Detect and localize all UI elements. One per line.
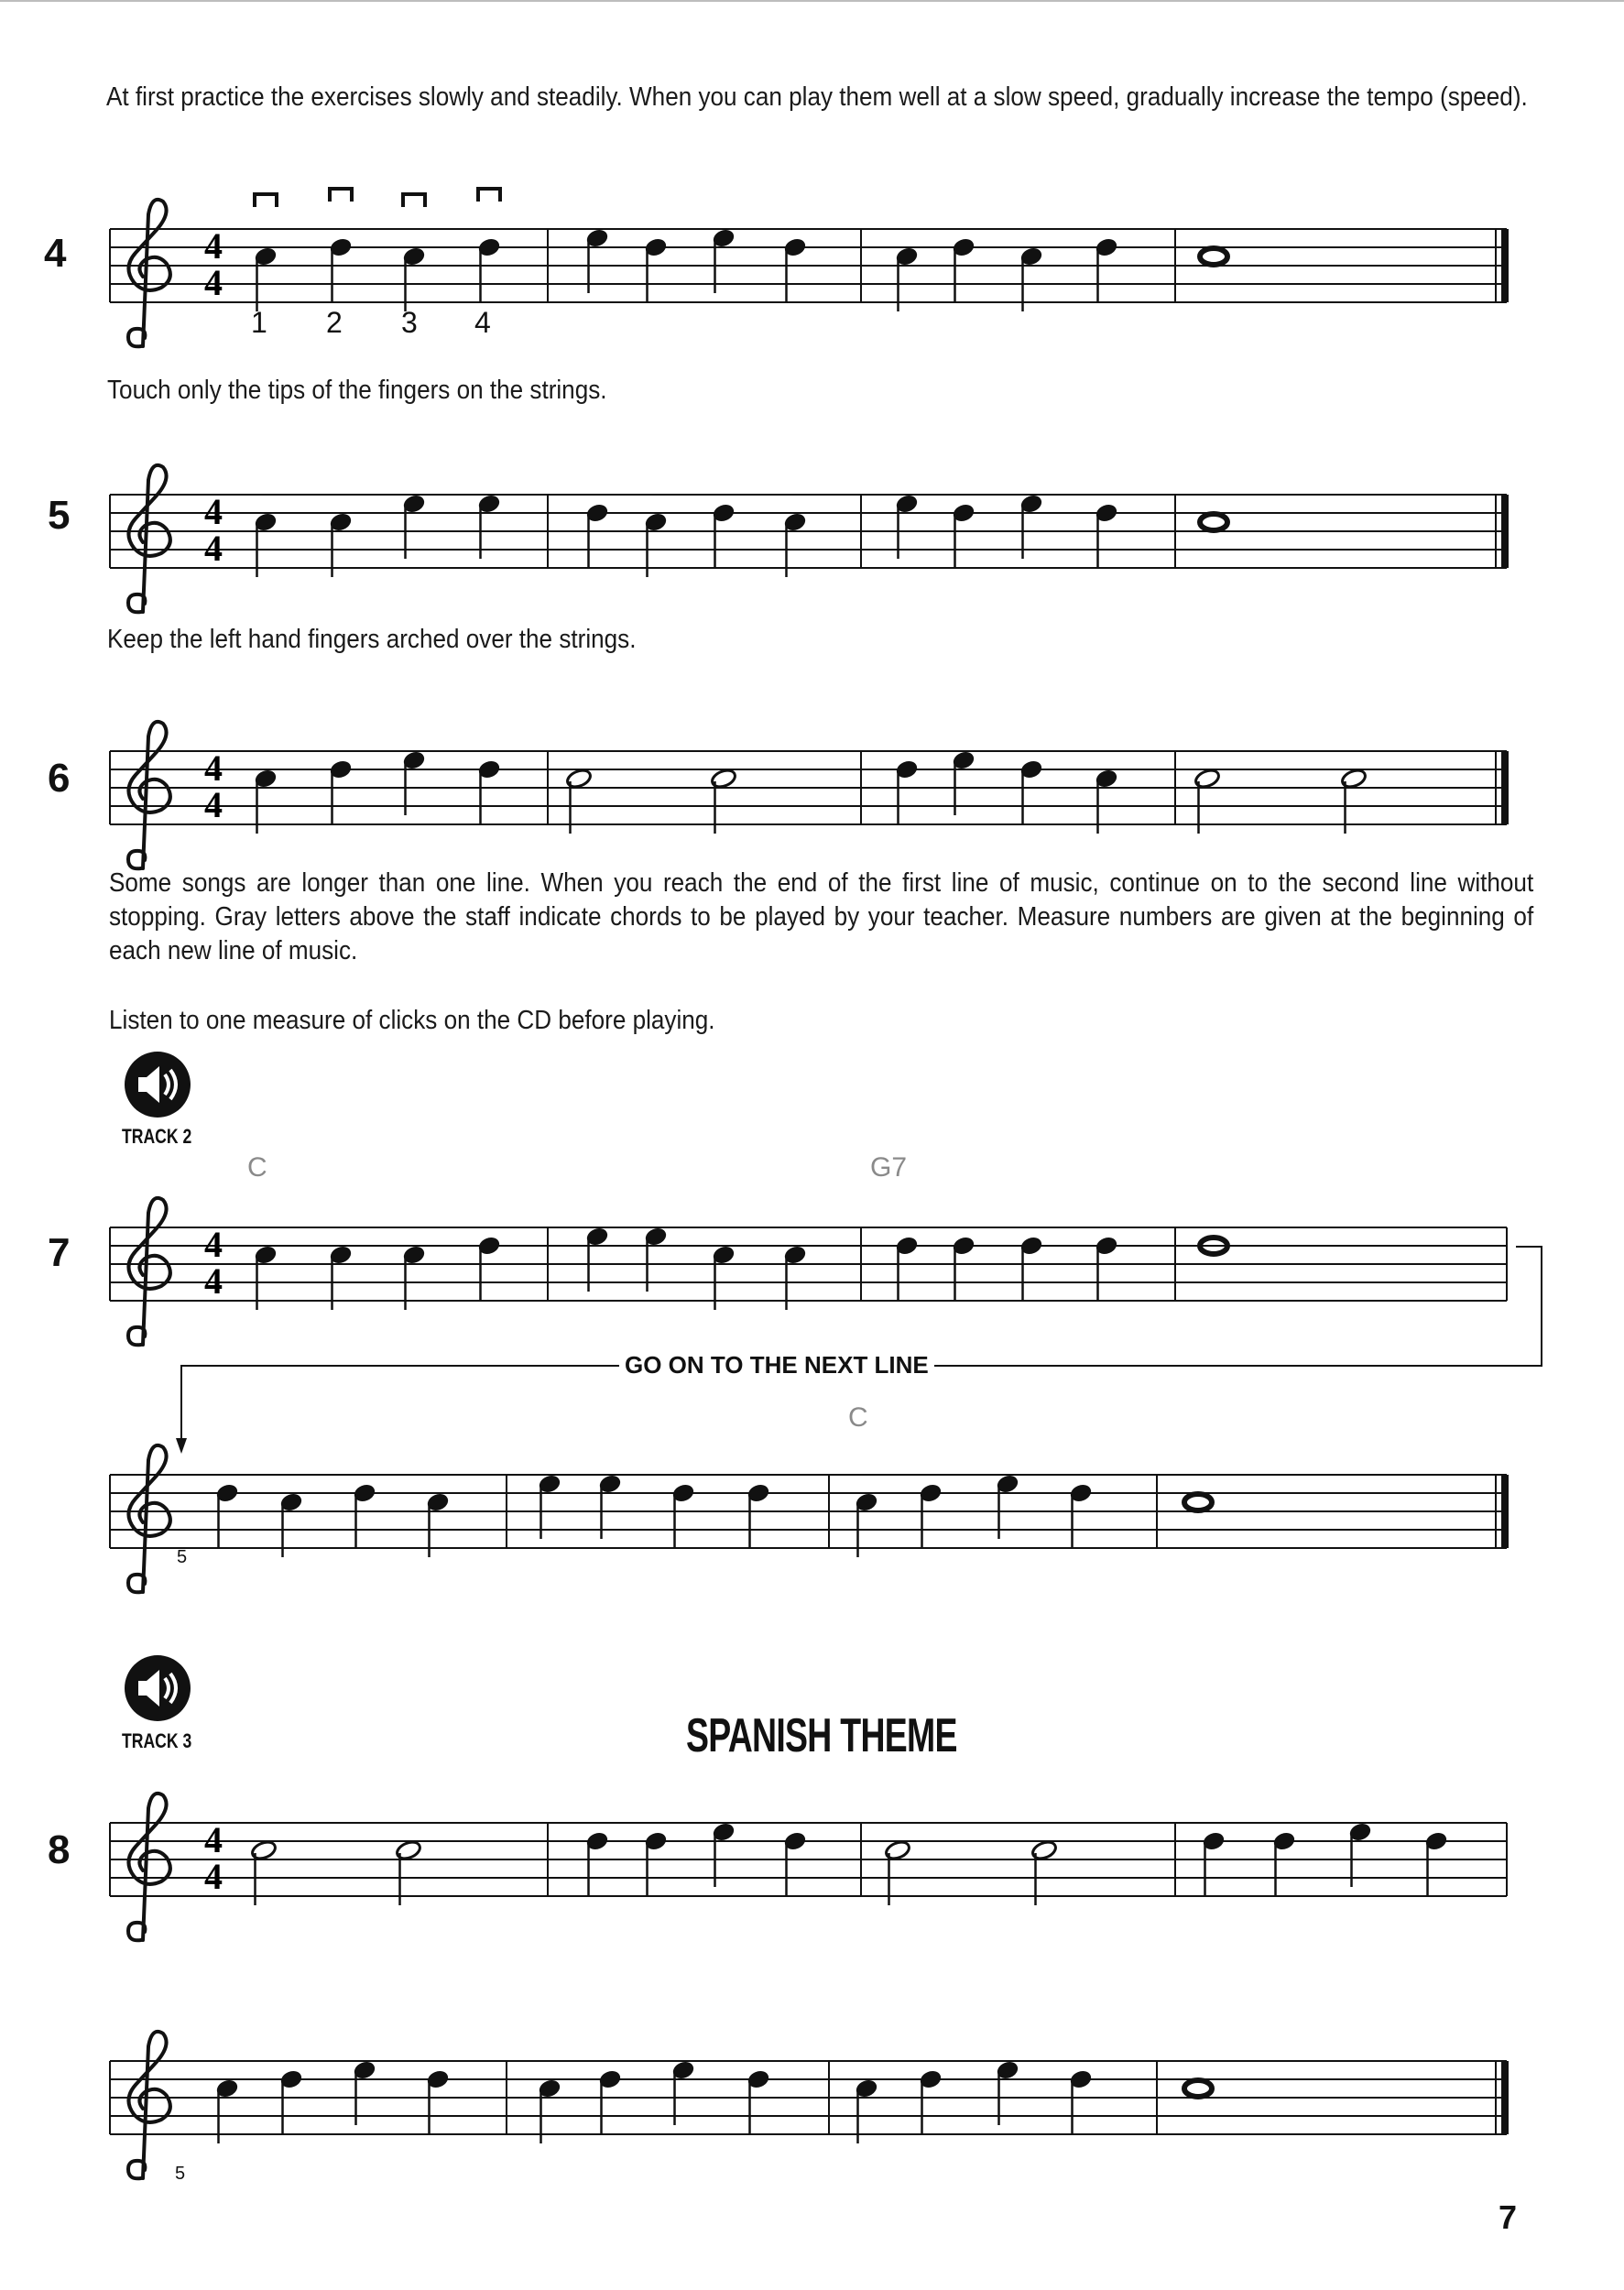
track-label-3: TRACK 3 xyxy=(122,1729,192,1752)
exercise-number-7: 7 xyxy=(48,1230,71,1275)
note xyxy=(329,236,353,302)
time-sig-top: 4 xyxy=(204,1224,223,1265)
note xyxy=(477,758,501,824)
instruction-listen-clicks: Listen to one measure of clicks on the CD before playing. xyxy=(109,1006,715,1035)
staff-lines xyxy=(110,751,1509,824)
note xyxy=(919,1482,943,1548)
fingering-2: 2 xyxy=(326,306,343,339)
treble-clef xyxy=(128,1794,170,1940)
down-bow-mark xyxy=(255,194,277,207)
note xyxy=(1184,2080,1212,2097)
chord-symbol-c: C xyxy=(247,1152,267,1183)
notes xyxy=(254,749,1368,834)
note xyxy=(747,2068,770,2134)
note xyxy=(585,502,609,568)
note xyxy=(747,1482,770,1548)
down-bow-mark xyxy=(403,194,425,207)
final-thick-barline xyxy=(1501,751,1509,824)
instruction-arched-fingers: Keep the left hand fingers arched over the strings. xyxy=(107,625,637,654)
treble-clef-shape xyxy=(128,722,170,868)
time-signature xyxy=(204,1819,223,1897)
time-sig-top: 4 xyxy=(204,747,223,789)
speaker-icon[interactable] xyxy=(124,1051,191,1118)
whole-note-head xyxy=(1184,1494,1212,1510)
note xyxy=(783,1830,807,1896)
fingering-4: 4 xyxy=(474,306,491,339)
notes xyxy=(254,227,1227,311)
note xyxy=(671,1482,695,1548)
note xyxy=(477,236,501,302)
note xyxy=(1095,502,1118,568)
notes xyxy=(215,1473,1212,1557)
treble-clef-shape xyxy=(128,1794,170,1940)
staff-exercise-4 xyxy=(0,183,1624,366)
note xyxy=(598,2068,622,2134)
instruction-long-songs: Some songs are longer than one line. When you reach the end of the first line of music, continue on to the second line without stopping. Gray letters above the staff indicate chords to be played by your teacher. Measure numbers are given at the beginning of each new line of music. xyxy=(109,868,1534,965)
treble-clef-shape xyxy=(128,465,170,612)
staff-exercise-8-line-1 xyxy=(0,1777,1624,1960)
track-label-2: TRACK 2 xyxy=(122,1125,192,1148)
time-sig-top: 4 xyxy=(204,491,223,532)
treble-clef-shape xyxy=(128,1445,170,1592)
final-thick-barline xyxy=(1501,495,1509,568)
note xyxy=(1200,248,1227,265)
note xyxy=(644,1830,668,1896)
note xyxy=(353,1482,376,1548)
note xyxy=(1095,236,1118,302)
final-thick-barline xyxy=(1501,1475,1509,1548)
chord-symbol-c-line2: C xyxy=(848,1402,868,1433)
time-signature xyxy=(204,491,223,569)
exercise-number-6: 6 xyxy=(48,756,71,801)
time-sig-bottom: 4 xyxy=(204,528,223,569)
staff-lines xyxy=(110,1475,1509,1548)
note xyxy=(952,236,975,302)
whole-note-head xyxy=(1184,2080,1212,2097)
note xyxy=(783,236,807,302)
staff-exercise-7-line-2 xyxy=(0,1429,1624,1612)
treble-clef xyxy=(128,722,170,868)
note xyxy=(895,758,919,824)
treble-clef xyxy=(128,200,170,346)
staff-lines xyxy=(110,229,1509,302)
time-signature xyxy=(204,225,223,303)
page-number: 7 xyxy=(1499,2198,1518,2236)
treble-clef xyxy=(128,465,170,612)
time-signature xyxy=(204,747,223,825)
note xyxy=(952,502,975,568)
note xyxy=(1200,514,1227,530)
final-thick-barline xyxy=(1501,2061,1509,2134)
time-sig-top: 4 xyxy=(204,225,223,267)
fingering-1: 1 xyxy=(251,306,267,339)
staff-exercise-5 xyxy=(0,449,1624,632)
treble-clef xyxy=(128,2032,170,2178)
treble-clef xyxy=(128,1445,170,1592)
note xyxy=(1202,1830,1226,1896)
note xyxy=(585,1830,609,1896)
time-sig-bottom: 4 xyxy=(204,1260,223,1302)
final-thick-barline xyxy=(1501,229,1509,302)
note xyxy=(1069,1482,1093,1548)
instruction-slow-practice: At first practice the exercises slowly and steadily. When you can play them well at a slow speed, gradually increase the tempo (speed). xyxy=(106,82,1528,112)
page-top-edge xyxy=(0,0,1624,2)
notes xyxy=(254,493,1227,577)
exercise-number-5: 5 xyxy=(48,493,71,538)
note xyxy=(1019,758,1043,824)
note xyxy=(215,1482,239,1548)
fingering-3: 3 xyxy=(401,306,418,339)
exercise-number-8: 8 xyxy=(48,1827,71,1872)
instruction-fingertips: Touch only the tips of the fingers on the strings. xyxy=(107,376,607,405)
whole-note-head xyxy=(1200,514,1227,530)
down-bow-mark xyxy=(330,189,352,202)
note xyxy=(426,2068,450,2134)
staff-lines xyxy=(110,1823,1507,1896)
note xyxy=(712,502,736,568)
continue-label: GO ON TO THE NEXT LINE xyxy=(619,1351,934,1379)
note xyxy=(1272,1830,1296,1896)
time-sig-bottom: 4 xyxy=(204,1856,223,1897)
staff-lines xyxy=(110,495,1509,568)
time-sig-bottom: 4 xyxy=(204,262,223,303)
note xyxy=(919,2068,943,2134)
down-bow-mark xyxy=(478,189,500,202)
song-title: SPANISH THEME xyxy=(686,1709,957,1762)
note xyxy=(1184,1494,1212,1510)
down-bow-marks xyxy=(255,189,500,207)
note xyxy=(1069,2068,1093,2134)
note xyxy=(644,236,668,302)
treble-clef-shape xyxy=(128,2032,170,2178)
note xyxy=(329,758,353,824)
treble-clef-shape xyxy=(128,200,170,346)
notes xyxy=(215,2059,1212,2143)
measure-number: 5 xyxy=(175,2164,186,2184)
exercise-number-4: 4 xyxy=(44,231,67,276)
chord-symbol-g7: G7 xyxy=(870,1152,908,1183)
notes xyxy=(250,1821,1448,1905)
staff-exercise-8-line-2 xyxy=(0,2015,1624,2198)
note xyxy=(279,2068,303,2134)
time-sig-bottom: 4 xyxy=(204,784,223,825)
speaker-icon[interactable] xyxy=(124,1654,191,1722)
whole-note-head xyxy=(1200,248,1227,265)
staff-lines xyxy=(110,2061,1509,2134)
note xyxy=(1424,1830,1448,1896)
measure-number: 5 xyxy=(177,1547,188,1567)
time-sig-top: 4 xyxy=(204,1819,223,1860)
staff-exercise-6 xyxy=(0,705,1624,889)
